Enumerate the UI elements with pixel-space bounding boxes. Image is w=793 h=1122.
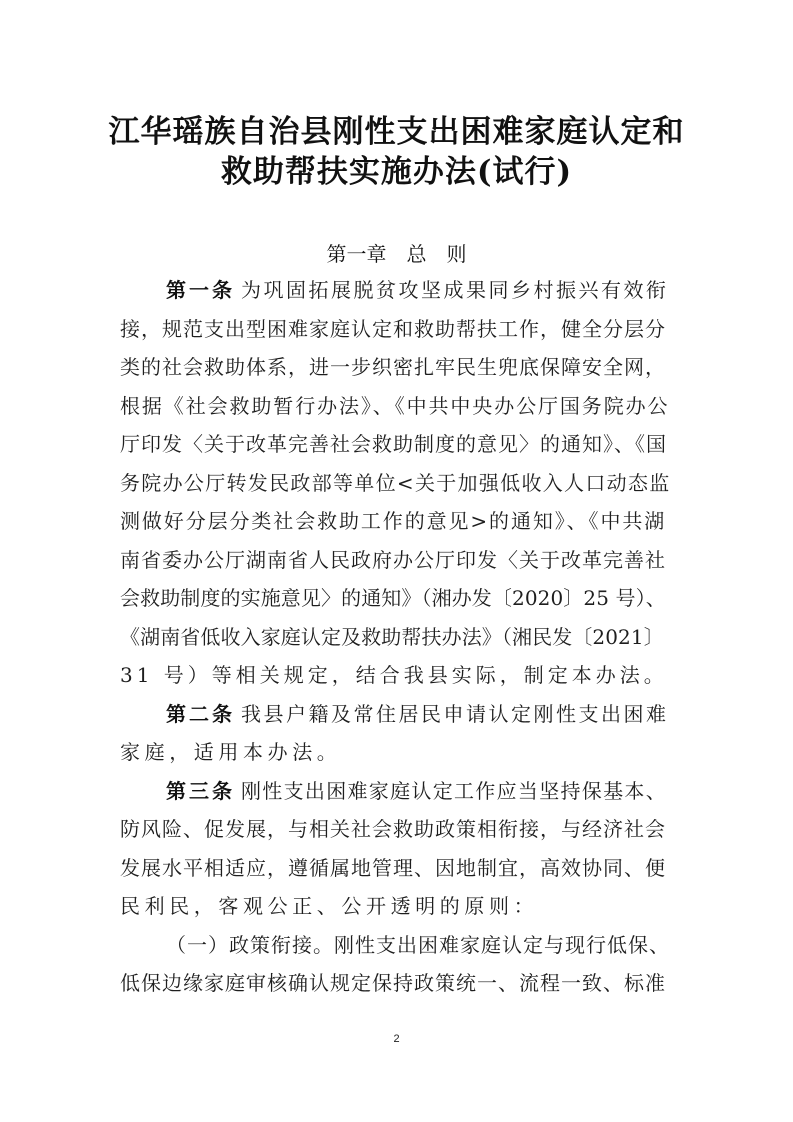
line-text: 31 号）等相关规定，结合我县实际，制定本办法。 xyxy=(120,663,668,687)
article-label: 第三条 xyxy=(166,778,235,803)
line-text: 务院办公厅转发民政部等单位<关于加强低收入人口动态监 xyxy=(120,470,671,495)
body-line xyxy=(120,624,672,650)
chapter-heading: 第一章 总 则 xyxy=(326,242,467,266)
body-line xyxy=(120,547,672,573)
line-text: 发展水平相适应，遵循属地管理、因地制宜，高效协同、便 xyxy=(120,855,666,880)
body-line xyxy=(120,816,672,842)
line-text: 民利民，客观公正、公开透明的原则： xyxy=(120,894,539,918)
body-line xyxy=(120,431,672,457)
body-line xyxy=(120,739,672,765)
body-line xyxy=(120,354,672,380)
line-text: 刚性支出困难家庭认定工作应当坚持保基本、 xyxy=(241,778,667,803)
line-text: 会救助制度的实施意见〉的通知》（湘办发〔2020〕25 号）、 xyxy=(120,586,666,610)
article-line xyxy=(166,778,672,804)
body-line xyxy=(120,970,672,996)
line-text: 防风险、促发展，与相关社会救助政策相衔接，与经济社会 xyxy=(120,817,666,841)
line-text: 厅印发〈关于改革完善社会救助制度的意见〉的通知》、《国 xyxy=(120,432,667,456)
line-text: 南省委办公厅湖南省人民政府办公厅印发〈关于改革完善社 xyxy=(120,547,666,572)
article-label: 第二条 xyxy=(166,701,235,726)
body-line xyxy=(120,585,672,611)
body-line xyxy=(120,662,672,688)
line-text: 根据《社会救助暂行办法》、《中共中央办公厅国务院办公 xyxy=(120,393,670,418)
body-line xyxy=(120,508,672,534)
line-text: 低保边缘家庭审核确认规定保持政策统一、流程一致、标准 xyxy=(120,971,666,995)
line-text: 《湖南省低收入家庭认定及救助帮扶办法》（湘民发〔2021〕 xyxy=(120,624,664,649)
body-line xyxy=(120,470,672,496)
document-title-line-2: 救助帮扶实施办法(试行) xyxy=(220,154,573,190)
article-label: 第一条 xyxy=(166,278,235,302)
body-line xyxy=(120,316,672,342)
line-text: 家庭，适用本办法。 xyxy=(120,740,342,764)
body-line xyxy=(166,932,672,958)
page-number: 2 xyxy=(393,1033,400,1045)
line-text: 为巩固拓展脱贫攻坚成果同乡村振兴有效衔 xyxy=(241,278,669,302)
body-line xyxy=(120,855,672,881)
line-text: （一）政策衔接。刚性支出困难家庭认定与现行低保、 xyxy=(166,932,670,957)
line-text: 测做好分层分类社会救助工作的意见>的通知》、《中共湖 xyxy=(120,509,667,533)
line-text: 我县户籍及常住居民申请认定刚性支出困难 xyxy=(241,701,669,726)
article-line xyxy=(166,277,672,303)
document-title-line-1: 江华瑶族自治县刚性支出困难家庭认定和 xyxy=(108,114,685,150)
line-text: 类的社会救助体系，进一步织密扎牢民生兜底保障安全网， xyxy=(120,355,666,379)
body-line xyxy=(120,893,672,919)
body-line xyxy=(120,393,672,419)
line-text: 接，规范支出型困难家庭认定和救助帮扶工作，健全分层分 xyxy=(120,316,666,341)
article-line xyxy=(166,701,672,727)
